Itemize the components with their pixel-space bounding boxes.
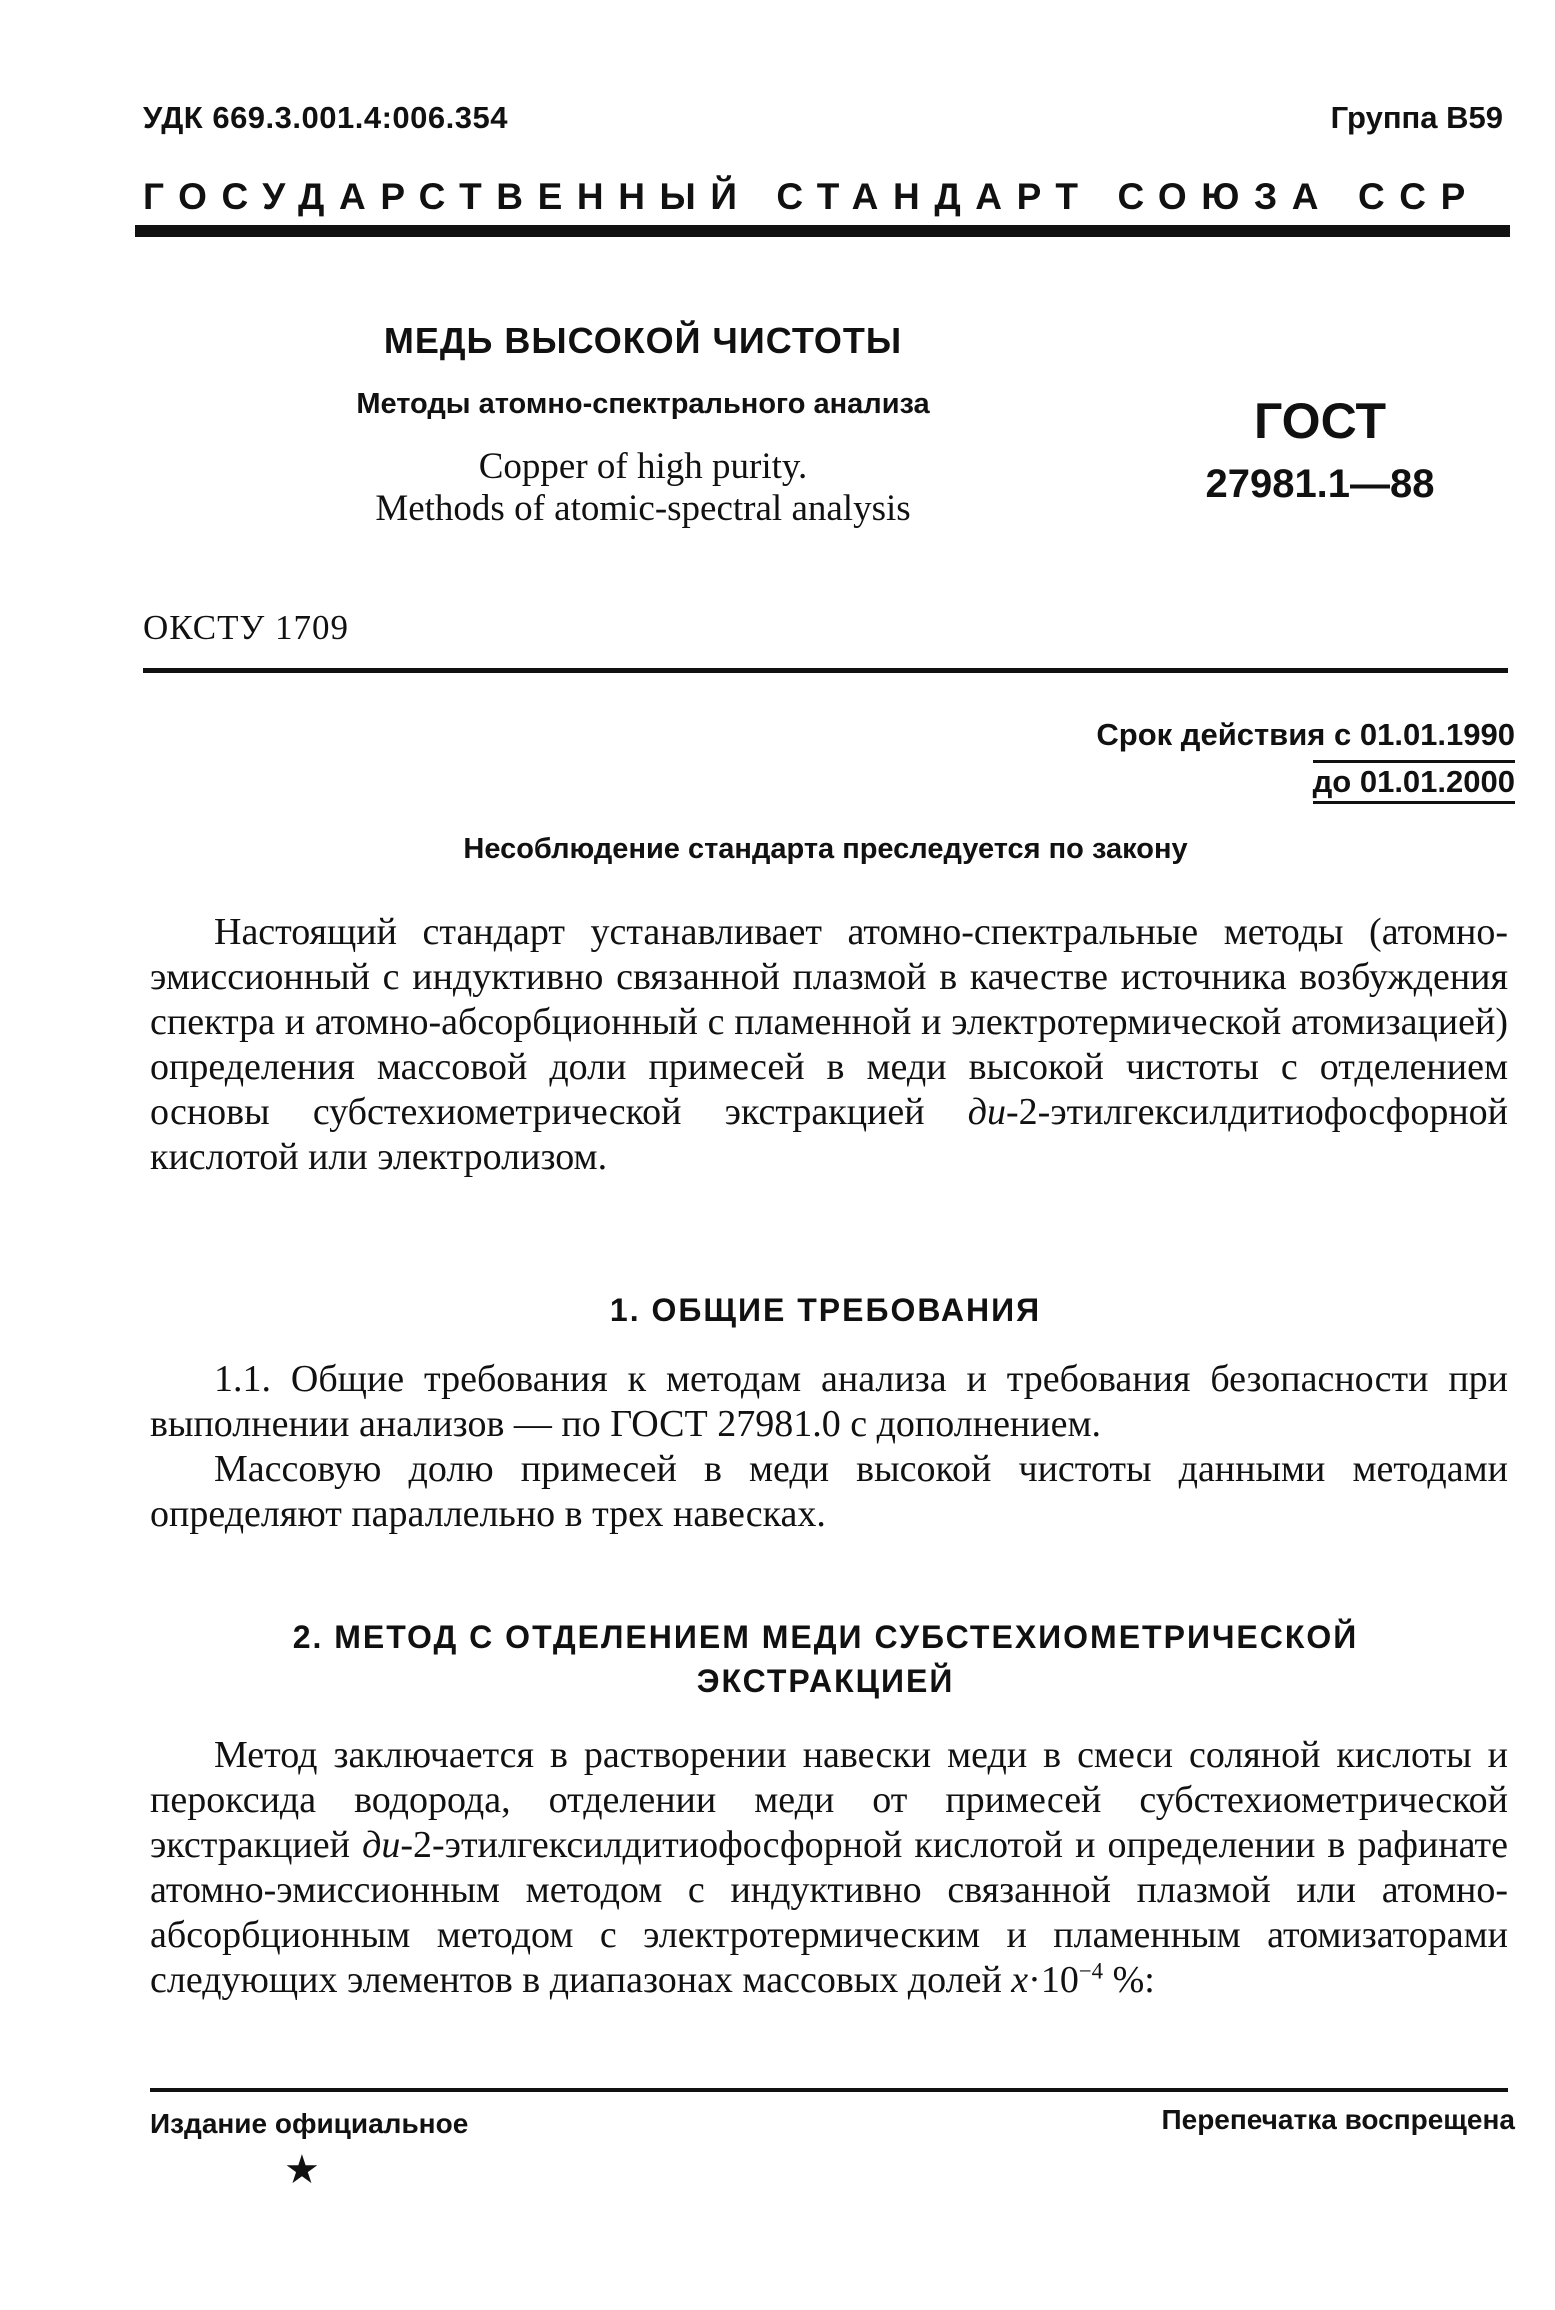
header-rule: [135, 225, 1510, 237]
section1-paragraph1: 1.1. Общие требования к методам анализа и требования безопасности при выполнении анализов — по ГОСТ 27981.0 с дополнением.: [150, 1358, 1508, 1445]
english-title-line1: Copper of high purity.: [478, 446, 808, 487]
oksty-code: ОКСТУ 1709: [143, 608, 350, 647]
reprint-notice: Перепечатка воспрещена: [1161, 2104, 1515, 2135]
section2-text-part1: Метод заключается в растворении навески меди в смеси соляной кислоты и пероксида водорода, отделении меди от примесей субстехиометрической экстракцией: [150, 1734, 1508, 1866]
section1-paragraph2: Массовую долю примесей в меди высокой чистоты данными методами определяют параллельно в трех навесках.: [150, 1448, 1508, 1535]
intro-italic-prefix: ди: [967, 1091, 1007, 1133]
section2-title-line2: ЭКСТРАКЦИЕЙ: [696, 1663, 955, 1699]
section2-italic-prefix: ди: [362, 1824, 401, 1866]
intro-text-part1: Настоящий стандарт устанавливает атомно-спектральные методы (атомно-эмиссионный с индуктивно связанной плазмой в качестве источника возбуждения спектра и атомно-абсорбционный с пламенной и электротермической атомизацией) определения массовой доли примесей в меди высокой чистоты с отделением основы субстехиометрической экстракцией: [150, 911, 1508, 1133]
section1-title: 1. ОБЩИЕ ТРЕБОВАНИЯ: [609, 1292, 1042, 1328]
title-rule: [143, 668, 1508, 673]
validity-to: до 01.01.2000: [1313, 760, 1515, 804]
section2-variable-x: x: [1011, 1959, 1029, 2001]
document-subtitle: Методы атомно-спектрального анализа: [356, 388, 930, 420]
english-title-line2: Methods of atomic-spectral analysis: [375, 488, 911, 529]
intro-paragraph: [150, 910, 1508, 1180]
section2-exponent: −4: [1078, 1958, 1104, 1984]
section2-formula: ·10: [1028, 1959, 1079, 2001]
english-title: [143, 446, 1143, 530]
edition-notice: Издание официальное: [150, 2108, 469, 2139]
star-icon: ★: [284, 2147, 320, 2193]
gost-label: ГОСТ: [1254, 393, 1386, 449]
group-code: Группа В59: [1330, 100, 1503, 135]
gost-number: 27981.1—88: [1205, 462, 1435, 506]
footer-rule: [150, 2088, 1508, 2092]
section2-body: [150, 1733, 1508, 2003]
section1-body: [150, 1357, 1508, 1537]
section2-title: [143, 1615, 1508, 1703]
intro-text-part2: -2-этилгексилдитиофосфорной кислотой или электролизом.: [150, 1091, 1508, 1178]
section2-unit: %:: [1103, 1959, 1155, 2001]
section2-text-part2: -2-этилгексилдитиофосфорной кислотой и определении в рафинате атомно-эмиссионным методом с индуктивно связанной плазмой или атомно-абсорбционным методом с электротермическим и пламенным атомизаторами следующих элементов в диапазонах массовых долей: [150, 1824, 1508, 2001]
section2-title-line1: 2. МЕТОД С ОТДЕЛЕНИЕМ МЕДИ СУБСТЕХИОМЕТРИЧЕСКОЙ: [292, 1619, 1359, 1655]
udk-code: УДК 669.3.001.4:006.354: [143, 100, 508, 135]
document-title: МЕДЬ ВЫСОКОЙ ЧИСТОТЫ: [383, 320, 903, 361]
law-notice: Несоблюдение стандарта преследуется по закону: [463, 833, 1188, 865]
validity-from: Срок действия с 01.01.1990: [1096, 717, 1515, 752]
state-standard-header: ГОСУДАРСТВЕННЫЙ СТАНДАРТ СОЮЗА ССР: [143, 176, 1480, 217]
